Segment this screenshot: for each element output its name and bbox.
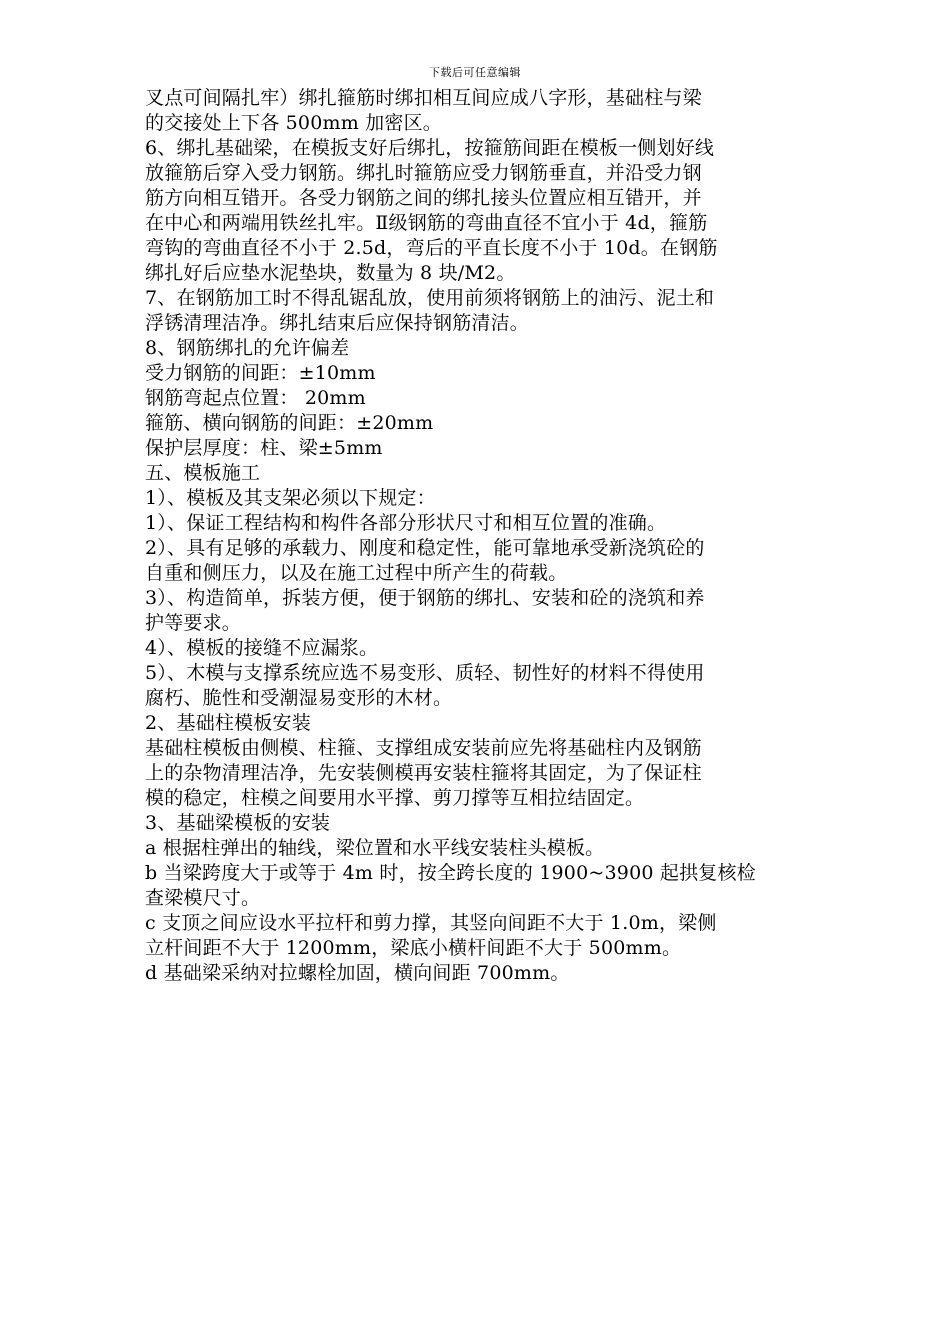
text-line: 基础柱模板由侧模、柱箍、支撑组成安装前应先将基础柱内及钢筋 xyxy=(145,737,702,759)
section-heading: 2、基础柱模板安装 xyxy=(145,712,311,734)
text-line: c 支顶之间应设水平拉杆和剪力撑，其竖向间距不大于 1.0m，梁侧 xyxy=(145,912,717,934)
text-line: a 根据柱弹出的轴线，梁位置和水平线安装柱头模板。 xyxy=(145,837,605,859)
text-line: 1）、保证工程结构和构件各部分形状尺寸和相互位置的准确。 xyxy=(145,512,667,534)
text-line: 立杆间距不大于 1200mm，梁底小横杆间距不大于 500mm。 xyxy=(145,937,682,959)
text-line: 上的杂物清理洁净，先安装侧模再安装柱箍将其固定，为了保证柱 xyxy=(145,762,702,784)
text-line: 弯钩的弯曲直径不小于 2.5d，弯后的平直长度不小于 10d。在钢筋 xyxy=(145,237,718,259)
document-body xyxy=(145,86,810,986)
text-line: 7、在钢筋加工时不得乱锯乱放，使用前须将钢筋上的油污、泥土和 xyxy=(145,287,715,309)
text-line: 在中心和两端用铁丝扎牢。Ⅱ级钢筋的弯曲直径不宜小于 4d，箍筋 xyxy=(145,212,708,234)
text-line: 叉点可间隔扎牢）绑扎箍筋时绑扣相互间应成八字形，基础柱与梁 xyxy=(145,87,702,109)
text-line: 放箍筋后穿入受力钢筋。绑扎时箍筋应受力钢筋垂直，并沿受力钢 xyxy=(145,162,702,184)
page-header: 下载后可任意编辑 xyxy=(429,66,521,79)
text-line: 护等要求。 xyxy=(145,612,242,634)
section-heading: 3、基础梁模板的安装 xyxy=(145,812,331,834)
text-line: 箍筋、横向钢筋的间距：±20mm xyxy=(145,412,434,434)
section-heading: 五、模板施工 xyxy=(145,462,261,484)
text-line: 筋方向相互错开。各受力钢筋之间的绑扎接头位置应相互错开，并 xyxy=(145,187,702,209)
text-line: 的交接处上下各 500mm 加密区。 xyxy=(145,112,442,134)
text-line: 腐朽、脆性和受潮湿易变形的木材。 xyxy=(145,687,453,709)
text-line: 查梁模尺寸。 xyxy=(145,887,261,909)
text-line: 4）、模板的接缝不应漏浆。 xyxy=(145,637,379,659)
text-line: 保护层厚度：柱、梁±5mm xyxy=(145,437,383,459)
text-line: 2）、具有足够的承载力、刚度和稳定性，能可靠地承受新浇筑砼的 xyxy=(145,537,705,559)
section-heading: 8、钢筋绑扎的允许偏差 xyxy=(145,337,350,359)
text-line: 浮锈清理洁净。绑扎结束后应保持钢筋清洁。 xyxy=(145,312,530,334)
text-line: 5）、木模与支撑系统应选不易变形、质轻、韧性好的材料不得使用 xyxy=(145,662,705,684)
text-line: b 当梁跨度大于或等于 4m 时，按全跨长度的 1900~3900 起拱复核检 xyxy=(145,862,756,884)
text-line: 受力钢筋的间距：±10mm xyxy=(145,362,376,384)
text-line: 模的稳定，柱模之间要用水平撑、剪刀撑等互相拉结固定。 xyxy=(145,787,645,809)
text-line: 钢筋弯起点位置： 20mm xyxy=(145,387,366,409)
text-line: 3）、构造简单，拆装方便，便于钢筋的绑扎、安装和砼的浇筑和养 xyxy=(145,587,705,609)
text-line: d 基础梁采纳对拉螺栓加固，横向间距 700mm。 xyxy=(145,962,570,984)
text-line: 6、绑扎基础梁，在模扳支好后绑扎，按箍筋间距在模板一侧划好线 xyxy=(145,137,715,159)
text-line: 绑扎好后应垫水泥垫块，数量为 8 块/M2。 xyxy=(145,262,516,284)
text-line: 自重和侧压力，以及在施工过程中所产生的荷载。 xyxy=(145,562,568,584)
text-line: 1）、模板及其支架必须以下规定： xyxy=(145,487,436,509)
